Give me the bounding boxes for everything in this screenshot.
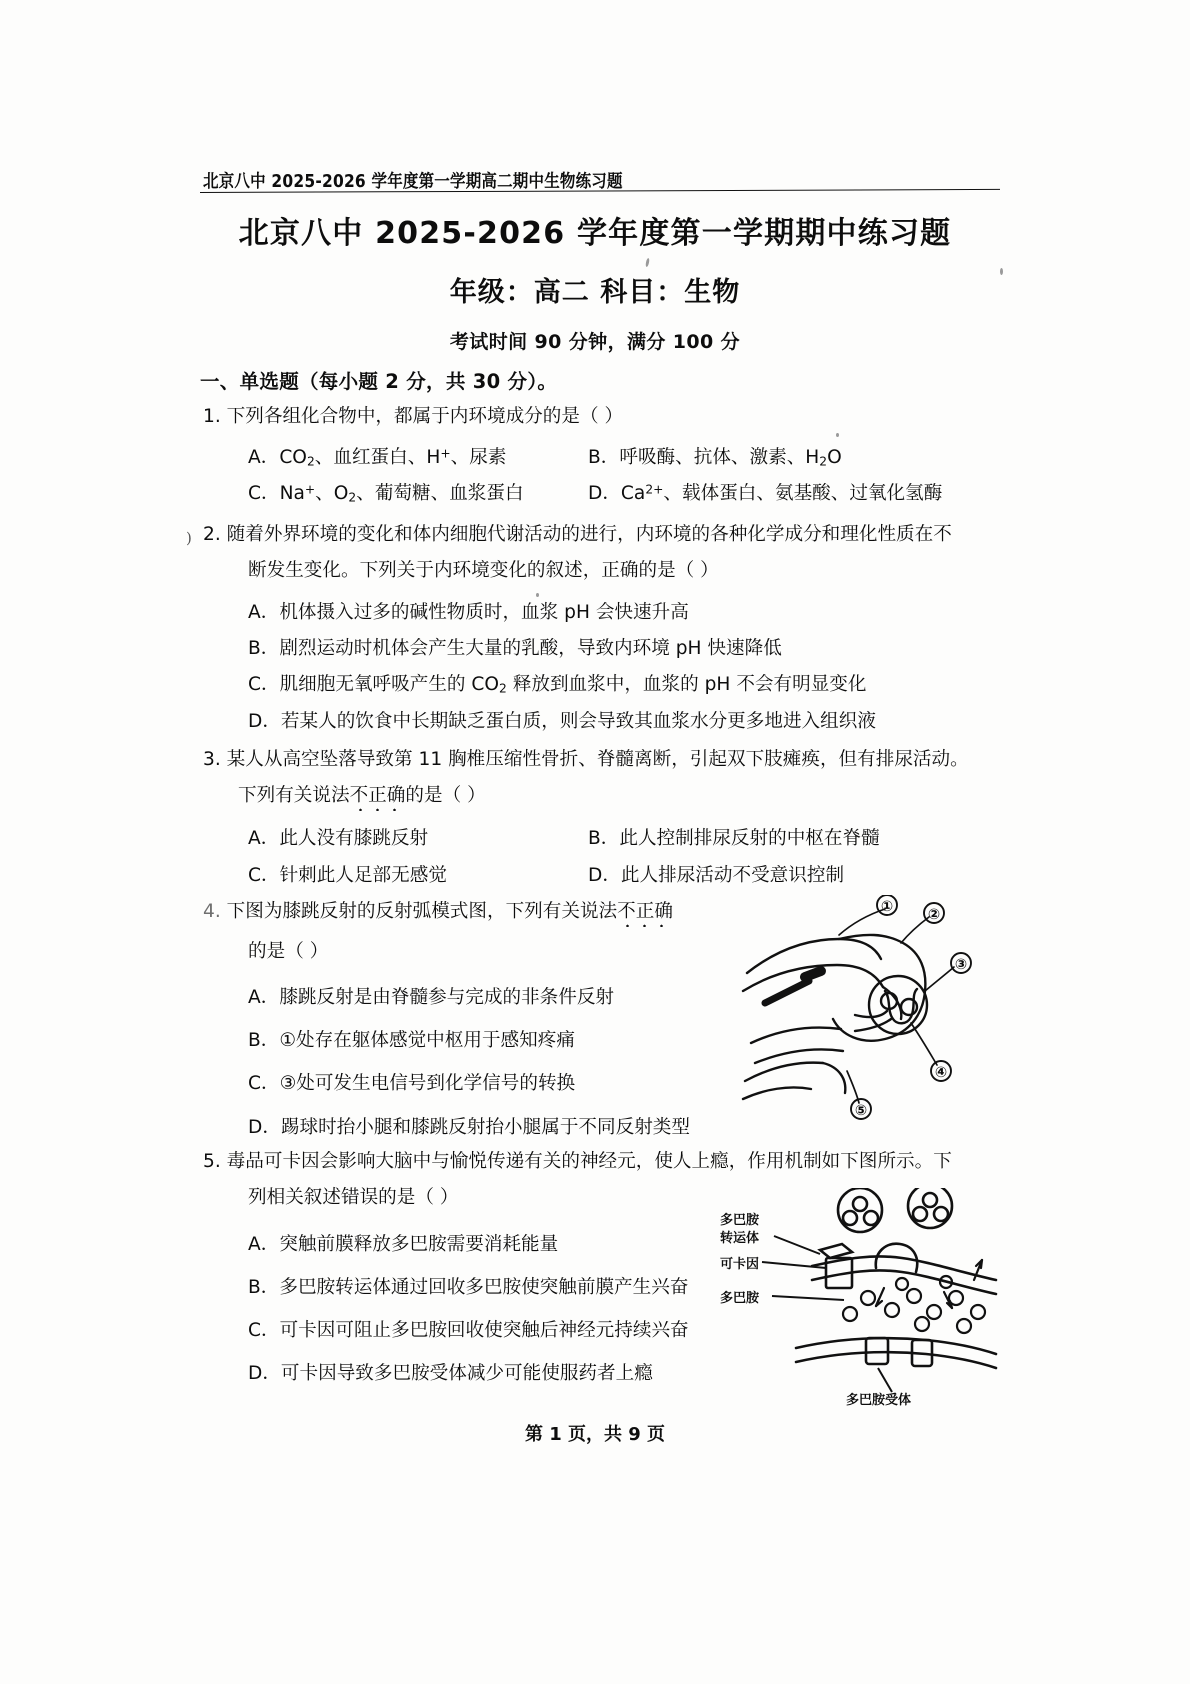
option-key: B．: [248, 638, 280, 659]
page-title: 北京八中 2025-2026 学年度第一学期期中练习题: [238, 216, 952, 251]
question-4-number: 4.: [203, 901, 221, 922]
scan-mark: ): [186, 529, 192, 547]
option-key: C．: [248, 1320, 280, 1341]
option-text: 多巴胺转运体通过回收多巴胺使突触前膜产生兴奋: [279, 1277, 689, 1298]
synapse-label-transporter-line1: 多巴胺: [720, 1213, 760, 1228]
question-5-number: 5.: [203, 1151, 221, 1172]
stem-text: 随着外界环境的变化和体内细胞代谢活动的进行，内环境的各种化学成分和理化性质在不: [226, 524, 952, 545]
option-text: 呼吸酶、抗体、激素、$H_2O$: [619, 447, 842, 469]
stem-text: 断发生变化。下列关于内环境变化的叙述，正确的是（ ）: [248, 560, 719, 581]
question-3-option-C[interactable]: [248, 861, 447, 887]
callout-5: ⑤: [854, 1103, 868, 1119]
option-key: C．: [248, 674, 280, 695]
question-1-stem: [203, 405, 623, 429]
option-key: C．: [248, 483, 280, 504]
scan-speck: [645, 258, 650, 267]
option-key: C．: [248, 865, 280, 886]
callout-1: ①: [880, 899, 894, 915]
question-2-option-D[interactable]: [248, 707, 876, 733]
option-key: D．: [588, 483, 621, 504]
option-text: 可卡因导致多巴胺受体减少可能使服药者上瘾: [280, 1363, 653, 1384]
question-2-option-A[interactable]: [248, 598, 689, 624]
page-subtitle: 年级：高二 科目：生物: [449, 277, 741, 308]
question-3-stem-line-2: 下列有关说法不正确的是（ ）: [238, 785, 486, 806]
question-1-number: 1.: [203, 406, 221, 427]
callout-4: ④: [934, 1065, 948, 1081]
option-key: A．: [248, 447, 280, 468]
option-key: D．: [248, 711, 281, 732]
option-text: 此人没有膝跳反射: [279, 828, 429, 849]
option-key: A．: [248, 828, 280, 849]
question-5-stem-line-1: [203, 1150, 952, 1174]
stem-text: 某人从高空坠落导致第 11 胸椎压缩性骨折、脊髓离断，引起双下肢瘫痪，但有排尿活动。: [226, 749, 969, 770]
question-3-stem-line-1: [203, 748, 969, 772]
running-head: 北京八中 2025-2026 学年度第一学期高二期中生物练习题: [203, 171, 623, 192]
callout-3: ③: [954, 957, 968, 973]
option-key: A．: [248, 987, 280, 1008]
synapse-label-transporter-line2: 转运体: [720, 1231, 760, 1246]
question-2-stem-line-2: [248, 559, 719, 583]
question-4-option-A[interactable]: [248, 983, 614, 1009]
option-text: Na+、$O_2$、葡萄糖、血浆蛋白: [279, 482, 524, 505]
option-key: C．: [248, 1073, 280, 1094]
question-1-stem-line-1: 下列各组化合物中，都属于内环境成分的是（ ）: [226, 406, 624, 427]
question-5-option-D[interactable]: [248, 1359, 653, 1385]
scan-speck: [836, 433, 839, 437]
synapse-label-dopamine: 多巴胺: [720, 1291, 760, 1306]
option-text: 踢球时抬小腿和膝跳反射抬小腿属于不同反射类型: [280, 1117, 690, 1138]
question-2-option-C[interactable]: [248, 670, 866, 696]
option-text: 针刺此人足部无感觉: [279, 865, 447, 886]
option-key: B．: [248, 1277, 280, 1298]
option-key: D．: [248, 1117, 281, 1138]
option-text: ①处存在躯体感觉中枢用于感知疼痛: [279, 1030, 575, 1051]
option-text: 剧烈运动时机体会产生大量的乳酸，导致内环境 pH 快速降低: [279, 638, 782, 659]
synapse-label-receptor: 多巴胺受体: [846, 1393, 912, 1408]
callout-2: ②: [927, 907, 941, 923]
scan-speck: [536, 593, 539, 597]
question-1-option-D[interactable]: [588, 479, 942, 505]
stem-text: 列相关叙述错误的是（ ）: [248, 1187, 459, 1208]
question-5-stem-line-2: [248, 1186, 458, 1210]
section-heading: 一、单选题（每小题 2 分，共 30 分）。: [200, 370, 558, 393]
option-text: 可卡因可阻止多巴胺回收使突触后神经元持续兴奋: [279, 1320, 689, 1341]
question-2-option-B[interactable]: [248, 634, 782, 660]
option-text: ③处可发生电信号到化学信号的转换: [279, 1073, 576, 1094]
question-3-option-B[interactable]: [588, 824, 880, 850]
question-1-option-B[interactable]: [588, 443, 842, 469]
option-text: $Ca^{2+}$、载体蛋白、氨基酸、过氧化氢酶: [620, 482, 943, 504]
question-5-option-B[interactable]: [248, 1273, 688, 1299]
figure-synapse: [716, 1188, 998, 1414]
question-4-stem-line-2: 的是（ ）: [248, 941, 329, 962]
option-key: A．: [248, 602, 280, 623]
question-5-option-A[interactable]: [248, 1230, 558, 1256]
option-key: D．: [248, 1363, 281, 1384]
question-4-option-C[interactable]: [248, 1069, 575, 1095]
reflex-arc-drawing: [735, 895, 995, 1125]
question-4-option-B[interactable]: [248, 1026, 575, 1052]
question-1-option-C[interactable]: [248, 479, 524, 505]
option-key: D．: [588, 865, 621, 886]
option-text: 若某人的饮食中长期缺乏蛋白质，则会导致其血浆水分更多地进入组织液: [280, 711, 876, 732]
synapse-drawing: [716, 1188, 998, 1410]
question-3-number: 3.: [203, 749, 221, 770]
option-text: 突触前膜释放多巴胺需要消耗能量: [279, 1234, 559, 1255]
emphasis-text: 不正确: [349, 785, 406, 806]
question-3-option-D[interactable]: [588, 861, 844, 887]
question-5-option-C[interactable]: [248, 1316, 689, 1342]
option-text: 膝跳反射是由脊髓参与完成的非条件反射: [279, 987, 615, 1008]
question-3-option-A[interactable]: [248, 824, 428, 850]
question-4-option-D[interactable]: [248, 1113, 690, 1139]
question-2-number: 2.: [203, 524, 221, 545]
question-1-option-A[interactable]: [248, 443, 506, 469]
synapse-label-cocaine: 可卡因: [720, 1257, 760, 1272]
emphasis-text: 不正确: [617, 901, 673, 922]
option-key: B．: [588, 828, 620, 849]
option-text: 此人排尿活动不受意识控制: [620, 865, 845, 886]
stem-text: 下图为膝跳反射的反射弧模式图，下列有关说法不正确: [226, 901, 673, 922]
question-4-stem-line-1: [203, 900, 673, 924]
page-footer: 第 1 页，共 9 页: [524, 1424, 666, 1445]
option-text: $CO_2$、血红蛋白、H+、尿素: [279, 446, 507, 469]
option-key: B．: [588, 447, 620, 468]
figure-reflex-arc: [735, 895, 995, 1129]
question-2-stem-line-1: [203, 523, 952, 547]
stem-text: 毒品可卡因会影响大脑中与愉悦传递有关的神经元，使人上瘾，作用机制如下图所示。下: [226, 1151, 952, 1172]
option-key: A．: [248, 1234, 280, 1255]
scan-speck: [1000, 268, 1003, 275]
option-key: B．: [248, 1030, 280, 1051]
option-text: 此人控制排尿反射的中枢在脊髓: [619, 828, 880, 849]
exam-info: 考试时间 90 分钟，满分 100 分: [449, 331, 741, 353]
option-text: 机体摄入过多的碱性物质时，血浆 pH 会快速升高: [279, 602, 689, 623]
option-text: 肌细胞无氧呼吸产生的 $CO_2$ 释放到血浆中，血浆的 pH 不会有明显变化: [279, 674, 867, 696]
